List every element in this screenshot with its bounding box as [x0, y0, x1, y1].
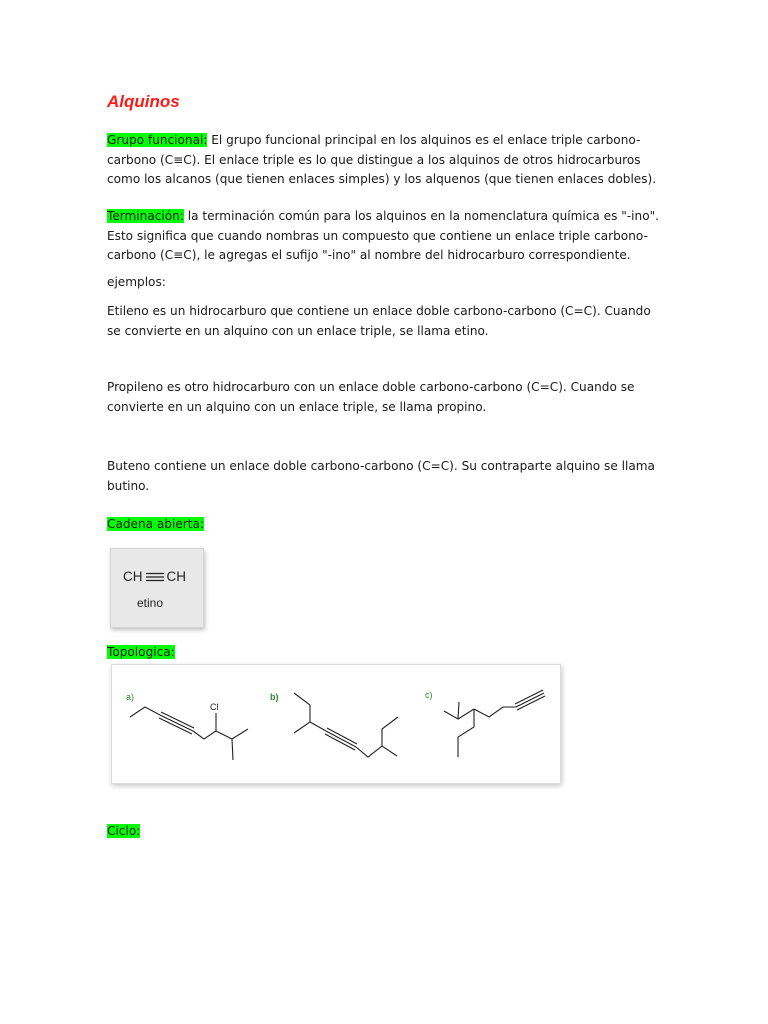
structure-a-tag: a) [126, 692, 135, 702]
structure-c-tag: c) [425, 690, 433, 700]
cadena-abierta-label-text: Cadena abierta: [107, 517, 204, 531]
formula-right: CH [166, 569, 186, 584]
structure-a [126, 692, 248, 760]
terminacion-text: la terminación común para los alquinos en la nomenclatura química es "-ino". Esto significa que cuando nombras un compuesto que contiene un enlace triple carbono-carbono (C≡C), le agregas el sufijo "-ino" al nombre del hidrocarburo correspondiente. [107, 209, 660, 263]
structure-c [425, 690, 545, 757]
structure-b [270, 692, 398, 757]
chloro-substituent: Cl [210, 702, 219, 712]
grupo-funcional-label: Grupo funcional: [107, 133, 208, 147]
grupo-funcional-paragraph [107, 131, 667, 190]
etino-formula [123, 569, 186, 584]
ciclo-label [107, 822, 140, 840]
skeletal-formulas-figure [112, 665, 560, 783]
etino-structure-card [110, 548, 204, 628]
topologica-label-text: Topologica: [107, 645, 175, 659]
ejemplos-heading: ejemplos: [107, 275, 166, 289]
topological-structures-card [111, 664, 561, 784]
page-title: Alquinos [107, 92, 180, 111]
etino-name: etino [137, 596, 164, 610]
structure-b-tag: b) [270, 692, 279, 702]
cadena-abierta-label [107, 515, 204, 533]
example-etino: Etileno es un hidrocarburo que contiene un enlace doble carbono-carbono (C=C). Cuando se convierte en un alquino con un enlace triple, se llama etino. [107, 304, 651, 338]
example-propino: Propileno es otro hidrocarburo con un enlace doble carbono-carbono (C=C). Cuando se convierte en un alquino con un enlace triple, se llama propino. [107, 380, 635, 414]
terminacion-label: Terminación: [107, 209, 184, 223]
example-butino: Buteno contiene un enlace doble carbono-carbono (C=C). Su contraparte alquino se llama butino. [107, 459, 655, 493]
formula-left: CH [123, 569, 143, 584]
ciclo-label-text: Ciclo: [107, 824, 141, 838]
terminacion-paragraph [107, 207, 667, 266]
topologica-label [107, 643, 175, 661]
grupo-funcional-text: El grupo funcional principal en los alquinos es el enlace triple carbono-carbono (C≡C). El enlace triple es lo que distingue a los alquinos de otros hidrocarburos como los alcanos (que tienen enlaces simples) y los alquenos (que tienen enlaces dobles). [107, 133, 657, 187]
triple-bond-icon [145, 572, 165, 582]
